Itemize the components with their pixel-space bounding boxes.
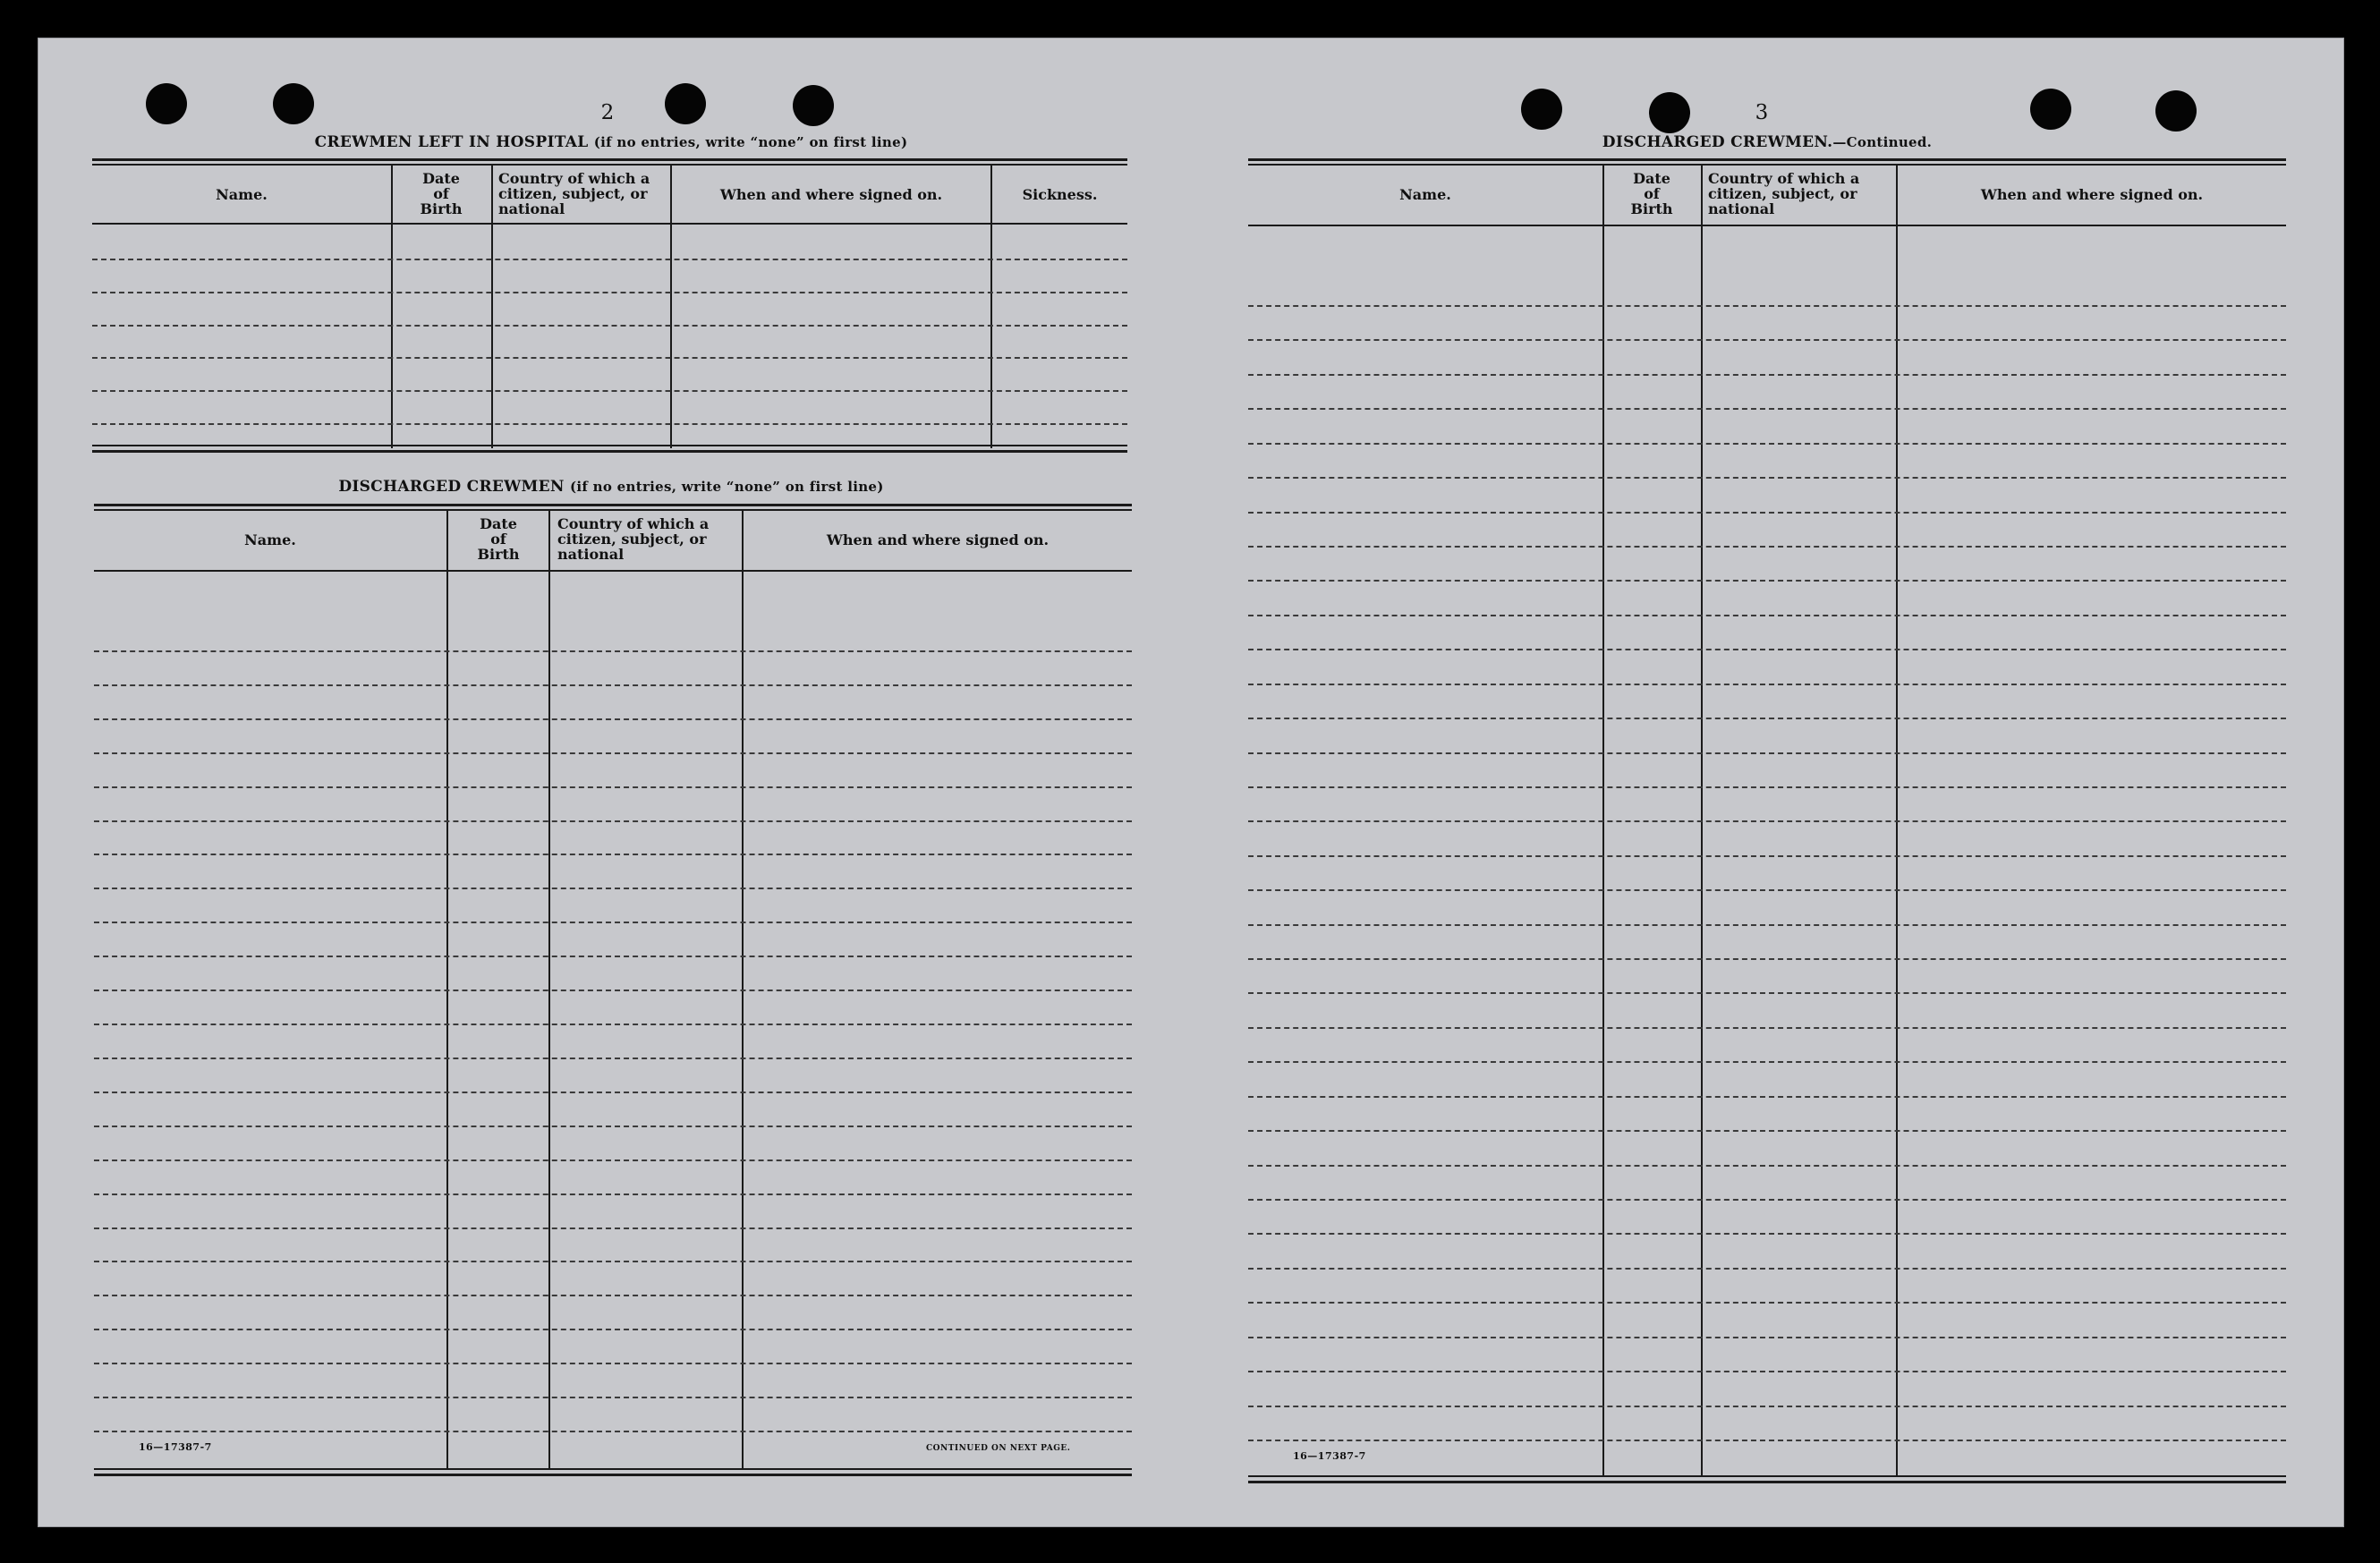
blank-entry-line xyxy=(92,390,1127,392)
blank-entry-line xyxy=(1248,1061,2286,1063)
blank-entry-line xyxy=(94,718,1132,720)
hospital-title-text: CREWMEN LEFT IN HOSPITAL xyxy=(314,133,589,151)
blank-entry-line xyxy=(94,684,1132,686)
right-col-date-of-birth: Date of Birth xyxy=(1630,170,1673,217)
discharged-subtitle-text: (if no entries, write “none” on first line) xyxy=(569,479,884,495)
punch-hole xyxy=(1521,89,1562,130)
blank-entry-line xyxy=(94,1295,1132,1296)
blank-entry-line xyxy=(1248,443,2286,445)
blank-entry-line xyxy=(94,1160,1132,1161)
blank-entry-line xyxy=(94,1126,1132,1127)
blank-entry-line xyxy=(1248,477,2286,479)
blank-entry-line xyxy=(1248,649,2286,650)
blank-entry-line xyxy=(1248,1027,2286,1029)
blank-entry-line xyxy=(1248,1440,2286,1441)
blank-entry-line xyxy=(1248,615,2286,616)
blank-entry-line xyxy=(94,1397,1132,1398)
blank-entry-line xyxy=(92,357,1127,359)
blank-entry-line xyxy=(94,1058,1132,1059)
hospital-col-sickness: Sickness. xyxy=(1022,186,1098,203)
blank-entry-line xyxy=(1248,1165,2286,1167)
blank-entry-line xyxy=(94,1431,1132,1432)
blank-entry-line xyxy=(94,854,1132,855)
form-number-right: 16—17387-7 xyxy=(1293,1450,1366,1462)
blank-entry-line xyxy=(1248,1371,2286,1372)
blank-entry-line xyxy=(1248,1337,2286,1338)
hospital-col-signed-on: When and where signed on. xyxy=(719,186,943,203)
blank-entry-line xyxy=(1248,958,2286,960)
blank-entry-line xyxy=(1248,1406,2286,1407)
blank-entry-line xyxy=(92,292,1127,293)
blank-entry-line xyxy=(92,259,1127,260)
blank-entry-line xyxy=(92,325,1127,327)
blank-entry-line xyxy=(94,1092,1132,1093)
blank-entry-line xyxy=(94,786,1132,788)
punch-hole xyxy=(146,83,187,124)
blank-entry-line xyxy=(92,423,1127,425)
discharged-col-signed-on: When and where signed on. xyxy=(826,531,1050,548)
blank-entry-line xyxy=(94,1024,1132,1025)
blank-entry-line xyxy=(94,1261,1132,1262)
page-number-right: 3 xyxy=(1755,101,1769,124)
blank-entry-line xyxy=(1248,339,2286,341)
punch-hole xyxy=(2030,89,2071,130)
punch-hole xyxy=(2155,90,2197,132)
discharged-continued-title-text: DISCHARGED CREWMEN. xyxy=(1602,133,1833,151)
blank-entry-line xyxy=(1248,820,2286,822)
blank-entry-line xyxy=(94,752,1132,754)
blank-entry-line xyxy=(1248,512,2286,514)
blank-entry-line xyxy=(1248,1268,2286,1270)
discharged-col-date-of-birth: Date of Birth xyxy=(477,515,520,563)
hospital-section-title xyxy=(92,133,1130,151)
discharged-col-name: Name. xyxy=(244,531,296,548)
discharged-continued-table xyxy=(1248,158,2286,1489)
blank-entry-line xyxy=(1248,752,2286,754)
right-col-country: Country of which a citizen, subject, or national xyxy=(1708,170,1860,217)
blank-entry-line xyxy=(94,1363,1132,1364)
blank-entry-line xyxy=(94,1227,1132,1229)
hospital-table xyxy=(92,158,1127,455)
blank-entry-line xyxy=(1248,580,2286,582)
blank-entry-line xyxy=(1248,718,2286,719)
hospital-col-name: Name. xyxy=(216,186,268,203)
hospital-subtitle-text: (if no entries, write “none” on first line) xyxy=(593,134,908,150)
discharged-continued-title xyxy=(1248,133,2286,151)
blank-entry-line xyxy=(94,888,1132,889)
blank-entry-line xyxy=(94,1193,1132,1195)
continued-note: CONTINUED ON NEXT PAGE. xyxy=(926,1444,1071,1453)
blank-entry-line xyxy=(94,990,1132,991)
right-col-signed-on: When and where signed on. xyxy=(1980,186,2204,203)
blank-entry-line xyxy=(94,1329,1132,1330)
blank-entry-line xyxy=(94,956,1132,957)
form-number-left: 16—17387-7 xyxy=(139,1441,212,1453)
page-number-left: 2 xyxy=(600,101,615,124)
blank-entry-line xyxy=(94,820,1132,822)
blank-entry-line xyxy=(1248,1130,2286,1132)
blank-entry-line xyxy=(1248,1233,2286,1235)
blank-entry-line xyxy=(1248,1096,2286,1098)
discharged-section-title xyxy=(92,478,1130,496)
document-sheet xyxy=(38,38,2344,1527)
blank-entry-line xyxy=(1248,992,2286,994)
punch-hole xyxy=(793,85,834,126)
blank-entry-line xyxy=(1248,305,2286,307)
right-col-name: Name. xyxy=(1399,186,1451,203)
blank-entry-line xyxy=(1248,408,2286,410)
punch-hole xyxy=(1649,92,1690,133)
hospital-col-country: Country of which a citizen, subject, or national xyxy=(498,170,650,217)
blank-entry-line xyxy=(1248,374,2286,376)
blank-entry-line xyxy=(1248,786,2286,788)
blank-entry-line xyxy=(1248,924,2286,926)
punch-hole xyxy=(665,83,706,124)
punch-hole xyxy=(273,83,314,124)
blank-entry-line xyxy=(1248,546,2286,548)
blank-entry-line xyxy=(1248,1302,2286,1304)
blank-entry-line xyxy=(1248,1199,2286,1201)
discharged-table xyxy=(94,504,1132,1479)
blank-entry-line xyxy=(94,922,1132,923)
blank-entry-line xyxy=(1248,684,2286,685)
blank-entry-line xyxy=(1248,889,2286,891)
discharged-continued-subtitle-text: —Continued. xyxy=(1832,134,1933,150)
blank-entry-line xyxy=(94,650,1132,652)
hospital-col-date-of-birth: Date of Birth xyxy=(420,170,463,217)
discharged-col-country: Country of which a citizen, subject, or national xyxy=(557,515,710,563)
discharged-title-text: DISCHARGED CREWMEN xyxy=(338,478,565,496)
blank-entry-line xyxy=(1248,855,2286,857)
